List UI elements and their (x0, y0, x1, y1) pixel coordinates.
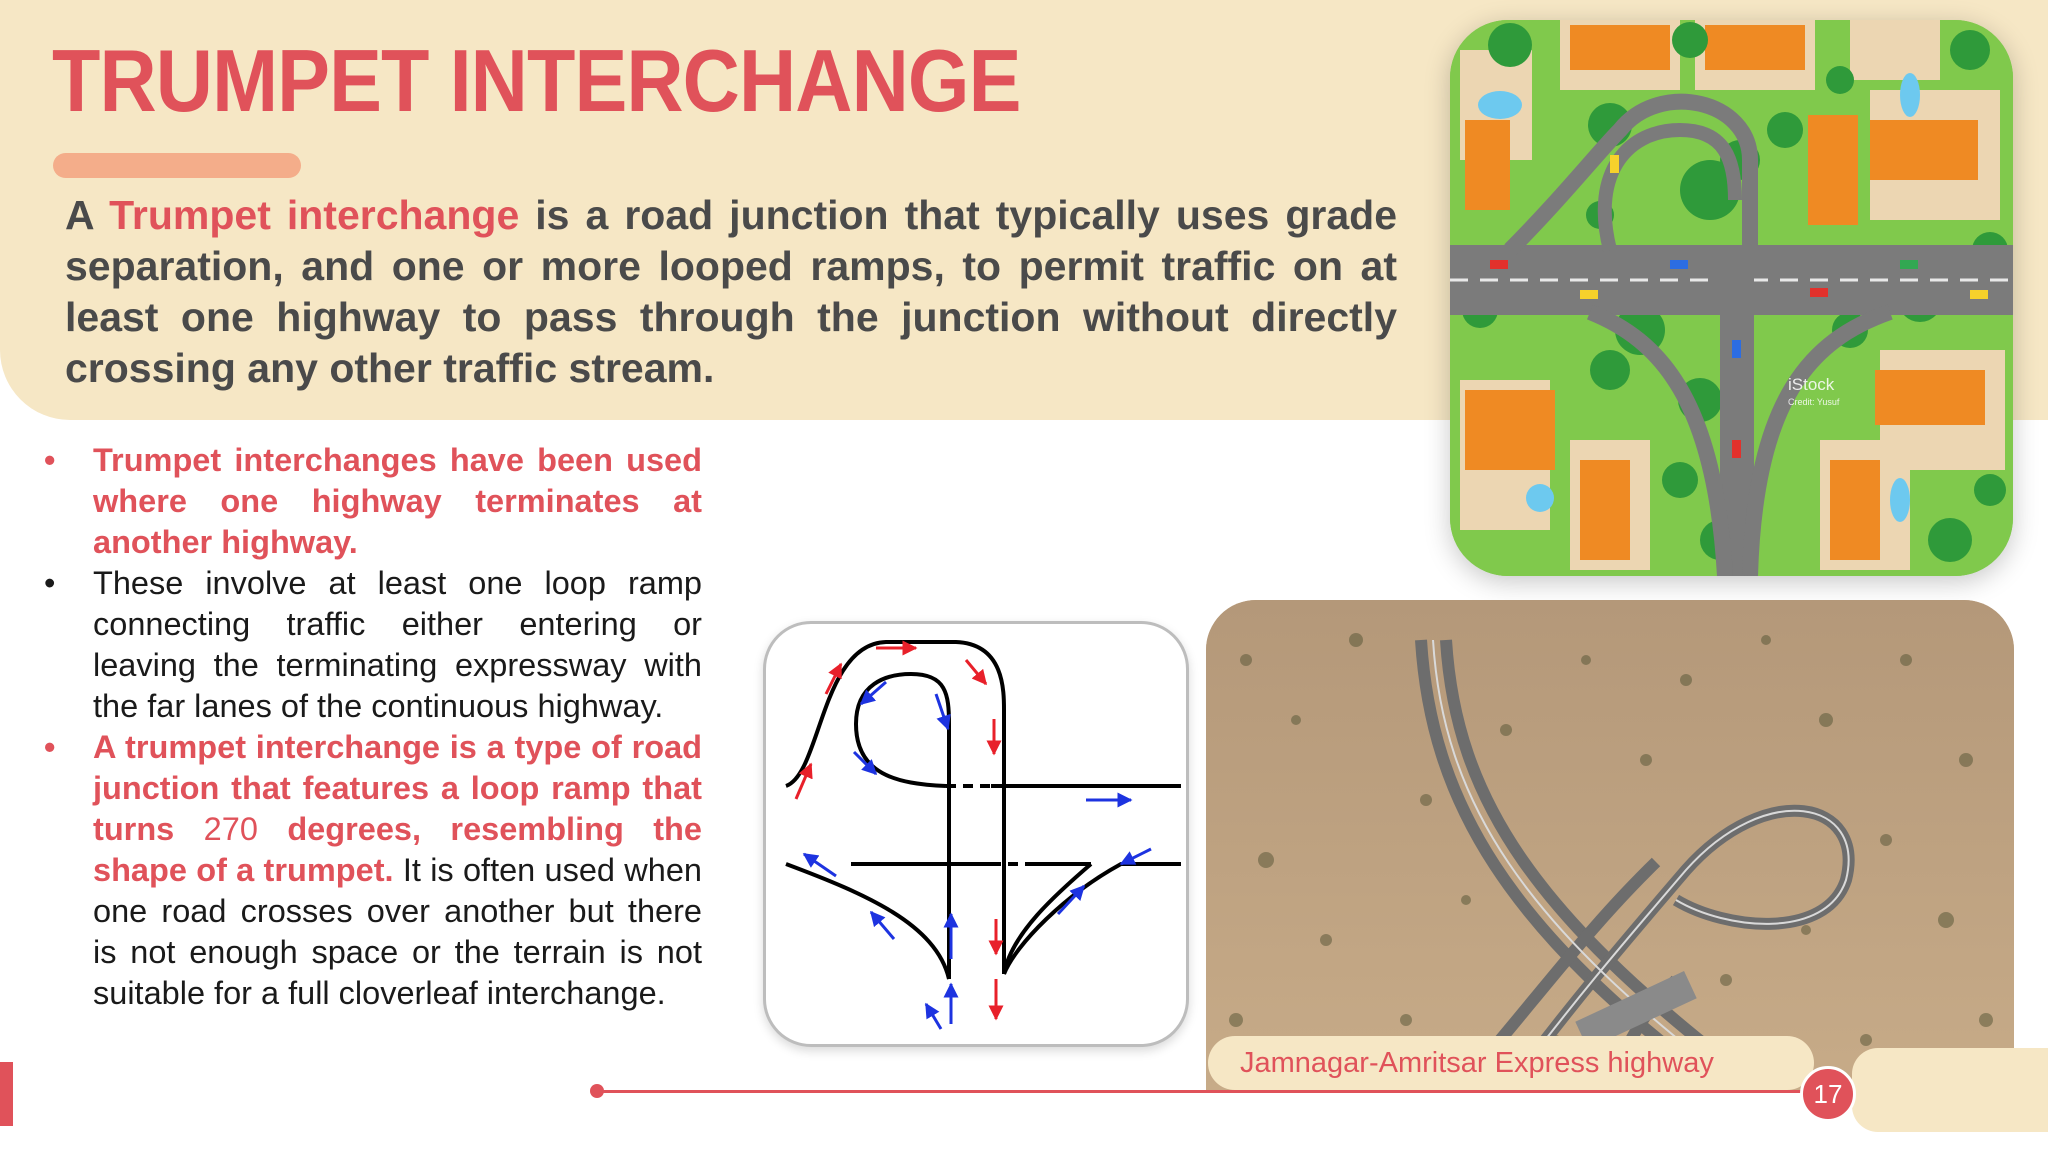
left-edge-tab (0, 1062, 13, 1126)
intro-rest: is a road junction that typically uses grade separation, and one or more looped ramps, to permit traffic on at least one highway to pass through the junction without directly crossing any other traffic stream. (65, 192, 1397, 391)
bullet-dot-icon: • (44, 442, 56, 478)
photo-caption: Jamnagar-Amritsar Express highway (1208, 1036, 1814, 1090)
footer-line (598, 1090, 1806, 1093)
expressway-photo-svg (1206, 600, 2014, 1092)
bullet-dot-icon: • (44, 565, 56, 601)
bullet-list (44, 440, 702, 1014)
bullet-text-3b: degrees, resembling the shape of a trumpet. (93, 811, 702, 888)
bullet-text-3a: A trumpet interchange is a type of road junction that features a loop ramp that turns (93, 729, 702, 847)
bullet-text-3c: It is often used when one road crosses over another but there is not enough space or the terrain is not suitable for a full cloverleaf interchange. (93, 852, 702, 1011)
aerial-watermark: iStock (1788, 375, 1835, 394)
trumpet-diagram-svg (766, 624, 1186, 1044)
arrow-icons (796, 648, 1151, 1029)
aerial-illustration (1450, 20, 2013, 576)
intro-prefix: A (65, 192, 110, 238)
aerial-watermark-sub: Credit: Yusuf (1788, 397, 1840, 407)
bullet-number: 270 (203, 811, 258, 847)
trumpet-diagram (763, 621, 1189, 1047)
bullet-item-3 (44, 727, 702, 1014)
bullet-dot-icon: • (44, 729, 56, 765)
footer-corner-box (1852, 1048, 2048, 1132)
page-title: TRUMPET INTERCHANGE (52, 31, 1021, 130)
title-underline (53, 153, 301, 178)
intro-highlight: Trumpet interchange (109, 192, 520, 238)
aerial-illustration-svg (1450, 20, 2013, 576)
bullet-item-2 (44, 563, 702, 727)
page-number-badge: 17 (1800, 1066, 1856, 1122)
bullet-item-1 (44, 440, 702, 563)
bullet-text-1: Trumpet interchanges have been used where one highway terminates at another highway. (93, 442, 702, 560)
expressway-photo (1206, 600, 2014, 1092)
bullet-text-2: These involve at least one loop ramp connecting traffic either entering or leaving the terminating expressway with the far lanes of the continuous highway. (93, 565, 702, 724)
intro-paragraph (65, 190, 1397, 394)
footer-dot (590, 1084, 604, 1098)
